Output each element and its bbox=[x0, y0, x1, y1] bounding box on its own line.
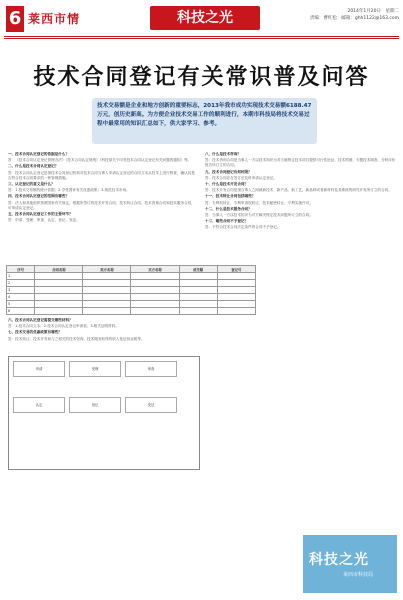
answer-4: 答：法人和其他组织按照国家有关规定，根据所签订的技术开发合同、技术转让合同、技术咨询合同和技术服务合同，可申请认定登记。 bbox=[8, 200, 195, 210]
table-cell: 5 bbox=[7, 301, 35, 308]
table-header-cell: 卖方名称 bbox=[83, 266, 131, 273]
answer-8: 答：技术咨询合同是当事人一方以技术知识为对方就特定技术项目提供可行性论证、技术预测、专题技术调查、分析评价报告所订立的合同。 bbox=[205, 158, 396, 168]
header-rule-thin bbox=[4, 38, 399, 39]
table-header-cell: 序号 bbox=[7, 266, 35, 273]
table-cell: 4 bbox=[7, 294, 35, 301]
question-6: 六、技术合同认定登记需提交哪些材料？ bbox=[8, 318, 73, 322]
table-cell bbox=[131, 308, 179, 315]
table-cell bbox=[83, 301, 131, 308]
table-cell bbox=[83, 287, 131, 294]
answer-11: 答：专利权转让、专利申请权转让、技术秘密转让、专利实施许可。 bbox=[205, 200, 313, 205]
answer-5: 答：申请、受理、审查、认定、登记、发证。 bbox=[8, 218, 80, 223]
table-cell bbox=[131, 287, 179, 294]
process-flow-table bbox=[8, 356, 200, 470]
question-1: 一、技术合同认定登记的依据是什么？ bbox=[8, 152, 70, 156]
editor-line: 责编：曹红松 邮箱：ghh1122@163.com bbox=[309, 16, 399, 21]
table-cell bbox=[131, 301, 179, 308]
flow-step: 申请 bbox=[13, 361, 65, 377]
page-header bbox=[0, 0, 403, 38]
answer-12: 答：当事人一方以技术知识为对方解决特定技术问题所订立的合同。 bbox=[205, 213, 313, 218]
table-cell bbox=[35, 301, 83, 308]
question-11: 十一、技术转让合同包括哪些？ bbox=[205, 194, 256, 199]
answer-3: 答：1.技术交易额的统计依据；2.享受国家有关优惠政策；3.规范技术市场。 bbox=[8, 188, 130, 193]
table-cell: 3 bbox=[7, 287, 35, 294]
question-2: 二、什么是技术合同认定登记？ bbox=[8, 164, 59, 169]
table-cell bbox=[35, 287, 83, 294]
date-line: 2014年1月20日 星期二 bbox=[347, 9, 399, 14]
table-header-cell: 合同名称 bbox=[35, 266, 83, 273]
answer-6: 答：1.技术合同文本；2.技术合同认定登记申请表；3.相关证明材料。 bbox=[8, 324, 119, 329]
article-lead: 技术交易额是企业和地方创新的重要标志，2013年我市成功实现技术交易额6188.47万元，创历史新高。为方便企业技术交易工作的顺利进行，本期市科技局将技术交易过程中最常用的知识汇总如下，供大家学习、参考。 bbox=[92, 98, 317, 144]
question-9: 九、技术合同登记有何时限？ bbox=[205, 169, 252, 174]
answer-13: 答：不符合技术合同法定条件的合同不予登记。 bbox=[205, 225, 281, 230]
header-meta bbox=[279, 8, 399, 22]
answer-1: 答：《技术合同认定登记管理办法》《技术合同认定规则》《科技部关于印发技术合同认定登记有关问题的通知》等。 bbox=[8, 158, 192, 163]
question-3: 三、认定登记的意义是什么？ bbox=[8, 182, 55, 187]
question-7: 七、技术交易的优惠政策有哪些？ bbox=[8, 330, 62, 335]
middle-column bbox=[8, 318, 198, 354]
right-column bbox=[205, 152, 397, 532]
answer-9: 答：技术合同应在签订后及时申请认定登记。 bbox=[205, 175, 277, 180]
flow-step: 认定 bbox=[13, 397, 65, 413]
table-cell bbox=[83, 308, 131, 315]
header-rule bbox=[4, 36, 399, 37]
table-cell: 1 bbox=[7, 273, 35, 280]
logo-subtext: 莱西市科技局 bbox=[343, 572, 374, 578]
table-cell bbox=[35, 280, 83, 287]
table-header-cell: 买方名称 bbox=[131, 266, 179, 273]
question-8: 八、什么是技术咨询？ bbox=[205, 152, 241, 156]
page-number: 6 bbox=[6, 6, 24, 32]
table-header-cell: 成交额 bbox=[179, 266, 217, 273]
column-title: 科技之光 bbox=[150, 6, 260, 30]
table-header-cell: 登记号 bbox=[217, 266, 255, 273]
flow-step: 受理 bbox=[69, 361, 121, 377]
question-10: 十、什么是技术开发合同？ bbox=[205, 182, 249, 187]
table-cell bbox=[35, 308, 83, 315]
question-4: 四、技术合同认定登记的范围有哪些？ bbox=[8, 194, 70, 199]
table-cell bbox=[35, 294, 83, 301]
answer-2: 答：技术合同认定登记是指技术合同登记机构对技术合同当事人申请认定登记的合同文本从技术上进行核查，确认其是否符合技术合同要求的一种管理措施。 bbox=[8, 170, 195, 180]
table-cell bbox=[83, 294, 131, 301]
table-cell bbox=[131, 273, 179, 280]
table-cell: 6 bbox=[7, 308, 35, 315]
answer-10: 答：技术开发合同是指当事人之间就新技术、新产品、新工艺、新品种或者新材料及其系统的研究开发所订立的合同。 bbox=[205, 188, 392, 193]
question-13: 十三、哪些合同不予登记？ bbox=[205, 219, 249, 224]
question-5: 五、技术合同认定登记工作的主要环节？ bbox=[8, 212, 73, 217]
answer-7: 答：技术转让、技术开发和与之相关的技术咨询、技术服务取得的收入免征营业税等。 bbox=[8, 336, 145, 341]
section-name: 莱西市情 bbox=[28, 12, 81, 26]
table-cell bbox=[35, 273, 83, 280]
table-cell: 2 bbox=[7, 280, 35, 287]
table-cell bbox=[131, 294, 179, 301]
table-cell bbox=[83, 280, 131, 287]
flow-step: 登记 bbox=[69, 397, 121, 413]
table-cell bbox=[131, 280, 179, 287]
column-logo bbox=[303, 535, 397, 593]
question-12: 十二、什么是技术服务合同？ bbox=[205, 206, 252, 211]
logo-text: 科技之光 bbox=[309, 552, 369, 568]
left-column bbox=[8, 152, 198, 262]
flow-step: 审查 bbox=[125, 361, 177, 377]
table-cell bbox=[83, 273, 131, 280]
article-title: 技术合同登记有关常识普及问答 bbox=[33, 65, 370, 90]
flow-step: 发证 bbox=[125, 397, 177, 413]
